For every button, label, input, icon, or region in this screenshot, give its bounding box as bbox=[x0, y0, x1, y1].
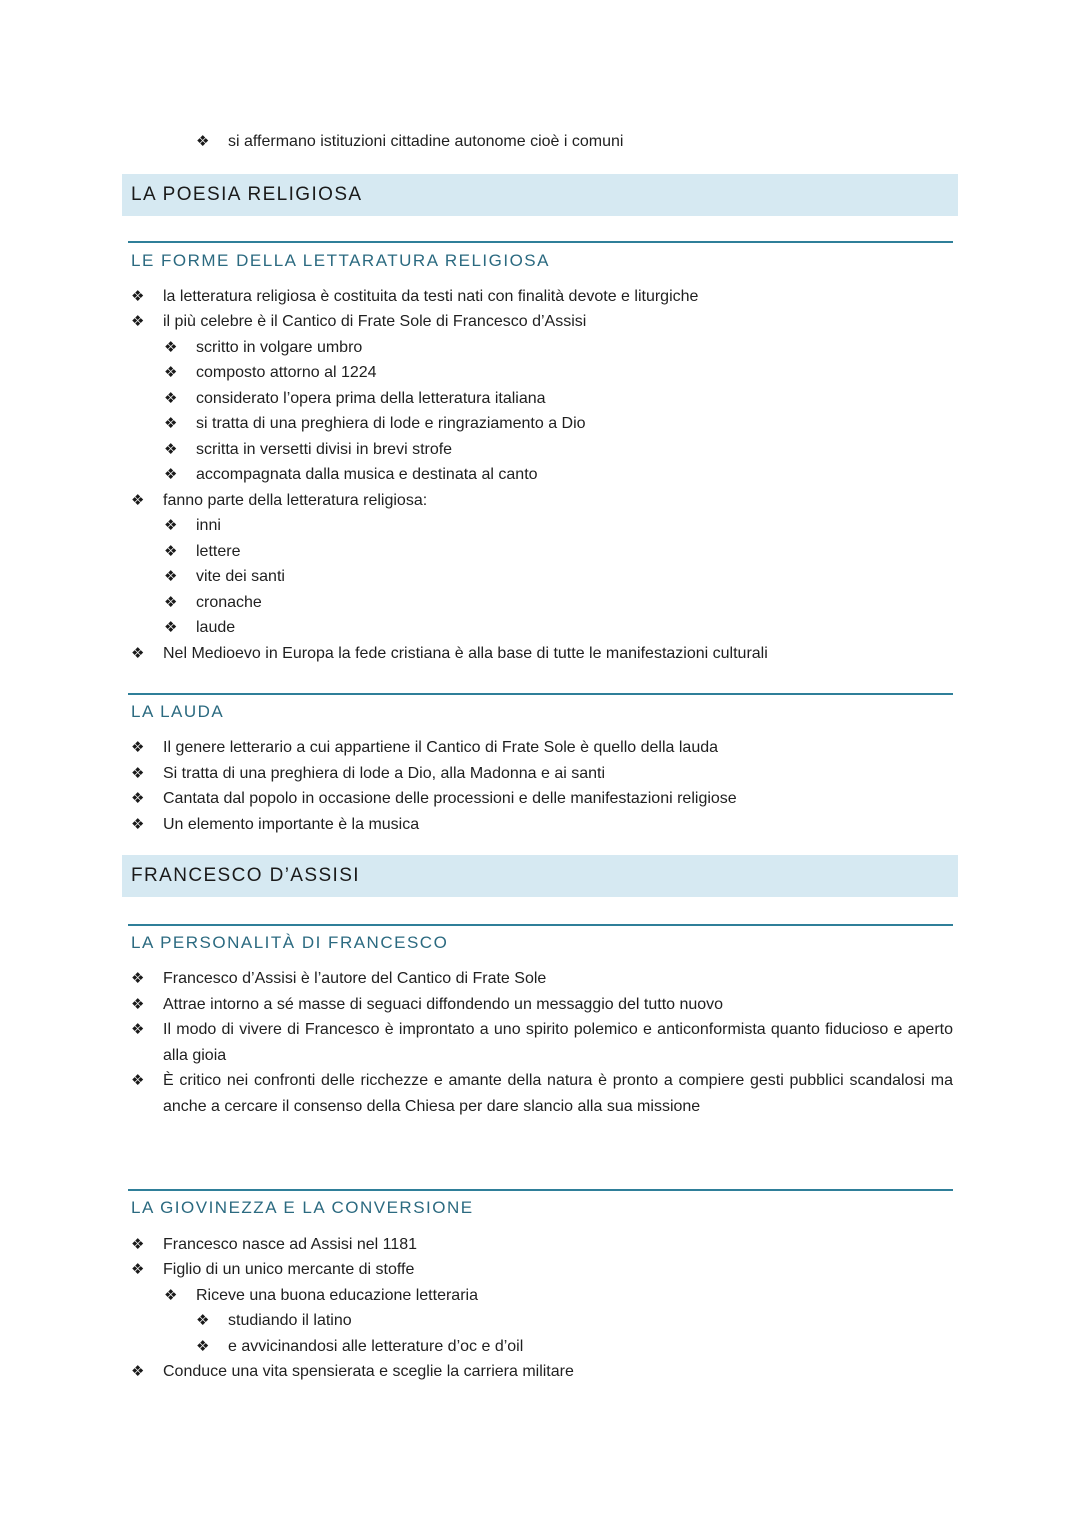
list-item: la letteratura religiosa è costituita da testi nati con finalità devote e liturgiche bbox=[163, 288, 699, 305]
subsection-rule bbox=[128, 241, 953, 243]
list-item: il più celebre è il Cantico di Frate Sole di Francesco d’Assisi bbox=[163, 313, 587, 330]
bullet-icon: ❖ bbox=[131, 1021, 145, 1038]
bullet-icon: ❖ bbox=[131, 1261, 145, 1278]
list-item: vite dei santi bbox=[196, 568, 285, 585]
list-item: Francesco nasce ad Assisi nel 1181 bbox=[163, 1236, 418, 1253]
subsection-rule bbox=[128, 693, 953, 695]
section-title: FRANCESCO D’ASSISI bbox=[131, 865, 360, 886]
bullet-icon: ❖ bbox=[164, 339, 178, 356]
subsection-rule bbox=[128, 924, 953, 926]
list-item: e avvicinandosi alle letterature d’oc e d’oil bbox=[228, 1338, 524, 1355]
list-item: Cantata dal popolo in occasione delle processioni e delle manifestazioni religiose bbox=[163, 790, 737, 807]
bullet-icon: ❖ bbox=[131, 970, 145, 987]
list-item: considerato l’opera prima della letteratura italiana bbox=[196, 390, 546, 407]
list-item: accompagnata dalla musica e destinata al canto bbox=[196, 466, 538, 483]
list-item: composto attorno al 1224 bbox=[196, 364, 377, 381]
list-item: Attrae intorno a sé masse di seguaci diffondendo un messaggio del tutto nuovo bbox=[163, 996, 724, 1013]
bullet-icon: ❖ bbox=[164, 390, 178, 407]
section-banner-poesia-religiosa bbox=[122, 174, 958, 216]
bullet-icon: ❖ bbox=[196, 1338, 210, 1355]
bullet-icon: ❖ bbox=[131, 996, 145, 1013]
bullet-icon: ❖ bbox=[164, 594, 178, 611]
list-item: Francesco d’Assisi è l’autore del Cantico di Frate Sole bbox=[163, 970, 547, 987]
bullet-icon: ❖ bbox=[164, 364, 178, 381]
bullet-icon: ❖ bbox=[196, 133, 210, 150]
list-item: inni bbox=[196, 517, 221, 534]
bullet-icon: ❖ bbox=[131, 790, 145, 807]
bullet-icon: ❖ bbox=[164, 1287, 178, 1304]
bullet-icon: ❖ bbox=[196, 1312, 210, 1329]
bullet-icon: ❖ bbox=[131, 1072, 145, 1089]
list-item: Il modo di vivere di Francesco è improntato a uno spirito polemico e anticonformista quanto fiducioso e aperto alla gioia bbox=[163, 1021, 953, 1064]
bullet-icon: ❖ bbox=[131, 645, 145, 662]
subsection-rule bbox=[128, 1189, 953, 1191]
list-item: scritta in versetti divisi in brevi strofe bbox=[196, 441, 453, 458]
list-item: È critico nei confronti delle ricchezze e amante della natura è pronto a compiere gesti pubblici scandalosi ma anche a cercare il consenso della Chiesa per dare slancio alla sua missione bbox=[163, 1072, 953, 1115]
subsection-title: LA LAUDA bbox=[131, 702, 225, 721]
bullet-icon: ❖ bbox=[131, 313, 145, 330]
list-item: Si tratta di una preghiera di lode a Dio, alla Madonna e ai santi bbox=[163, 765, 606, 782]
section-title: LA POESIA RELIGIOSA bbox=[131, 184, 363, 205]
list-item: Riceve una buona educazione letteraria bbox=[196, 1287, 478, 1304]
bullet-icon: ❖ bbox=[164, 543, 178, 560]
list-item: Un elemento importante è la musica bbox=[163, 816, 420, 833]
list-item: si affermano istituzioni cittadine autonome cioè i comuni bbox=[228, 133, 624, 150]
subsection-title: LA PERSONALITÀ DI FRANCESCO bbox=[131, 933, 449, 952]
list-item: laude bbox=[196, 619, 236, 636]
bullet-icon: ❖ bbox=[164, 415, 178, 432]
list-item: cronache bbox=[196, 594, 262, 611]
bullet-icon: ❖ bbox=[164, 619, 178, 636]
list-item: fanno parte della letteratura religiosa: bbox=[163, 492, 428, 509]
bullet-icon: ❖ bbox=[131, 288, 145, 305]
bullet-icon: ❖ bbox=[164, 441, 178, 458]
list-item: studiando il latino bbox=[228, 1312, 352, 1329]
bullet-icon: ❖ bbox=[131, 492, 145, 509]
list-item: Nel Medioevo in Europa la fede cristiana è alla base di tutte le manifestazioni culturali bbox=[163, 645, 768, 662]
subsection-title: LE FORME DELLA LETTARATURA RELIGIOSA bbox=[131, 251, 550, 270]
list-item: Figlio di un unico mercante di stoffe bbox=[163, 1261, 415, 1278]
section-banner-francesco bbox=[122, 855, 958, 897]
bullet-icon: ❖ bbox=[131, 1363, 145, 1380]
list-item: scritto in volgare umbro bbox=[196, 339, 363, 356]
bullet-icon: ❖ bbox=[164, 466, 178, 483]
bullet-icon: ❖ bbox=[131, 739, 145, 756]
list-item: lettere bbox=[196, 543, 241, 560]
bullet-icon: ❖ bbox=[131, 816, 145, 833]
bullet-icon: ❖ bbox=[164, 517, 178, 534]
bullet-icon: ❖ bbox=[131, 765, 145, 782]
list-item: Il genere letterario a cui appartiene il Cantico di Frate Sole è quello della lauda bbox=[163, 739, 719, 756]
subsection-title: LA GIOVINEZZA E LA CONVERSIONE bbox=[131, 1198, 474, 1217]
bullet-icon: ❖ bbox=[164, 568, 178, 585]
list-item: si tratta di una preghiera di lode e ringraziamento a Dio bbox=[196, 415, 586, 432]
list-item: Conduce una vita spensierata e sceglie la carriera militare bbox=[163, 1363, 574, 1380]
bullet-icon: ❖ bbox=[131, 1236, 145, 1253]
